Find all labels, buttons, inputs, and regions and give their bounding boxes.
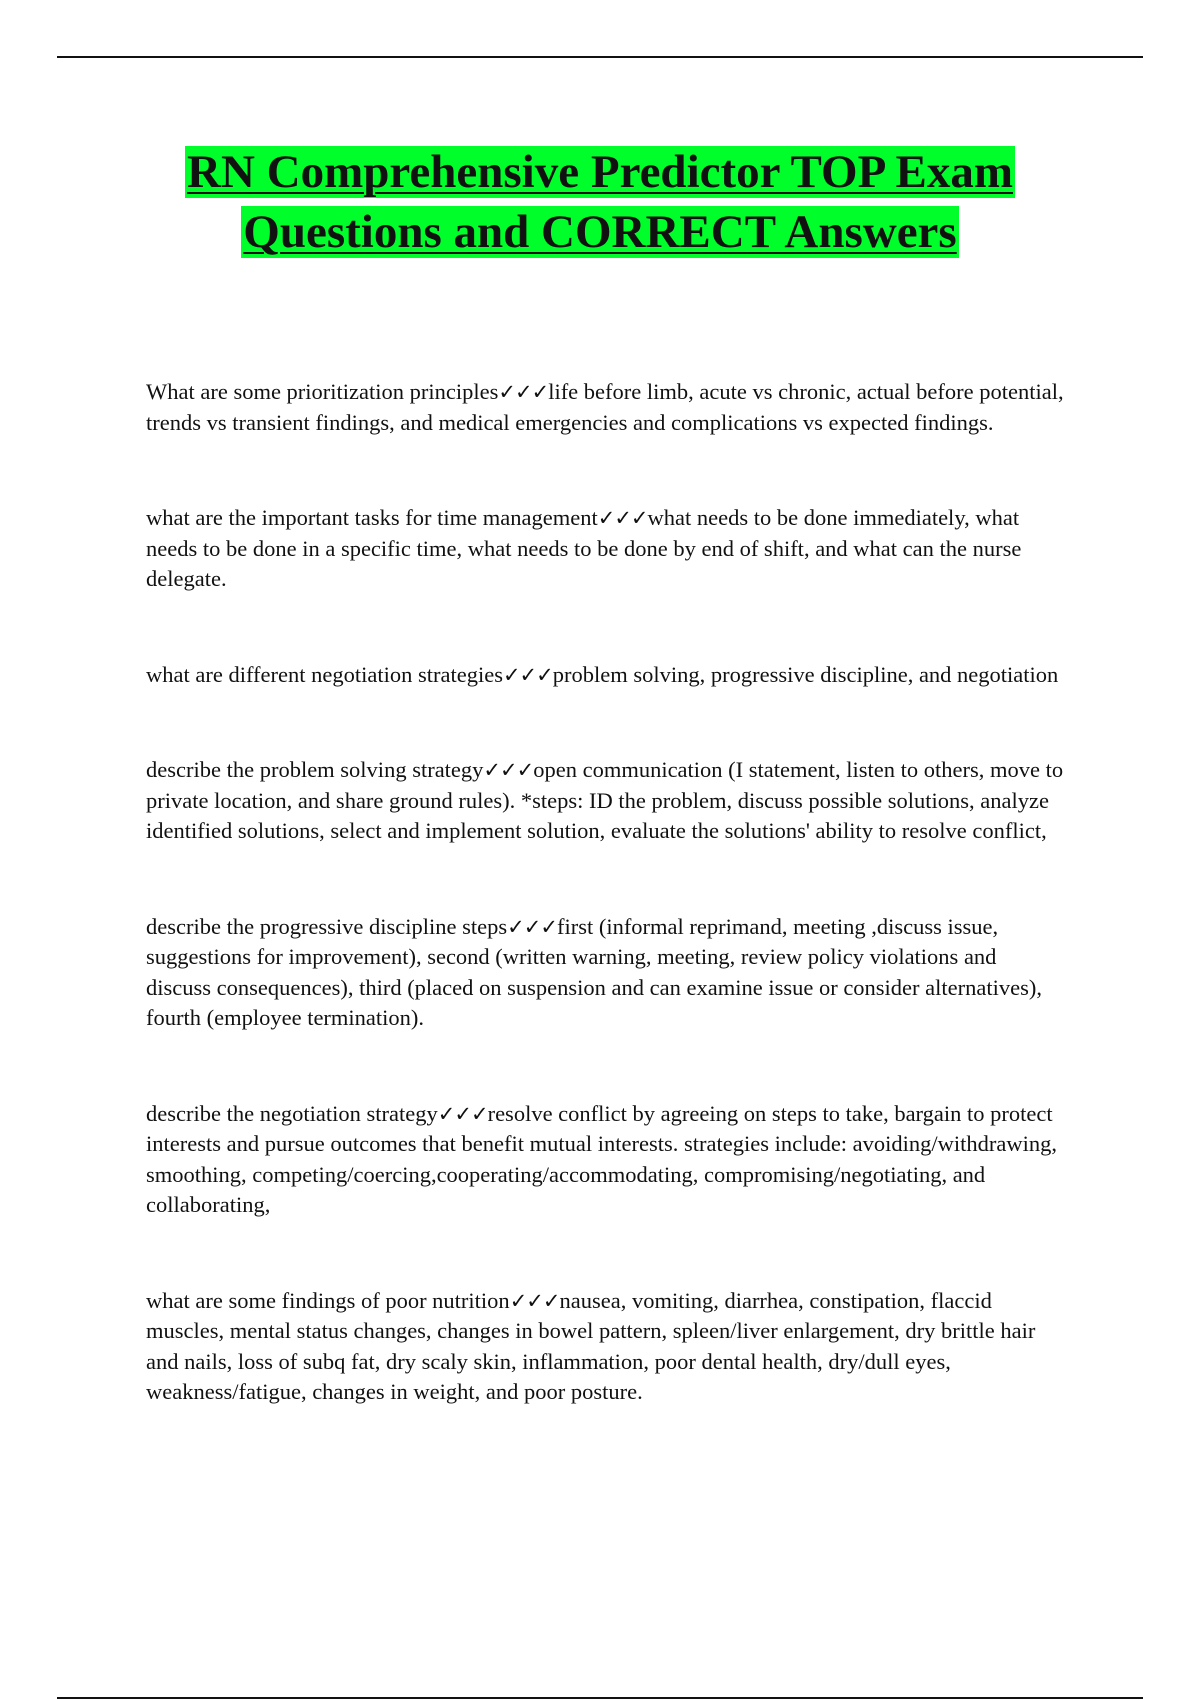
qa-item bbox=[146, 660, 1066, 691]
qa-item bbox=[146, 755, 1066, 847]
answer-checkmarks: ✓✓✓ bbox=[498, 380, 549, 404]
answer-text: nausea, vomiting, diarrhea, constipation, flaccid muscles, mental status changes, changes in bowel pattern, spleen/liver enlargement, dry brittle hair and nails, loss of subq fat, dry scaly skin, inflammation, poor dental health, dry/dull eyes, weakness/fatigue, changes in weight, and poor posture. bbox=[146, 1287, 1036, 1404]
title-line-2: Questions and CORRECT Answers bbox=[243, 206, 957, 258]
qa-item bbox=[146, 912, 1066, 1034]
question-text: what are different negotiation strategies bbox=[146, 661, 503, 687]
answer-text: life before limb, acute vs chronic, actual before potential, trends vs transient findings, and medical emergencies and complications vs expected findings. bbox=[146, 379, 1064, 435]
qa-item bbox=[146, 1099, 1066, 1221]
answer-checkmarks: ✓✓✓ bbox=[502, 662, 553, 687]
question-text: what are some findings of poor nutrition bbox=[146, 1287, 510, 1313]
question-text: describe the progressive discipline steps bbox=[146, 913, 508, 939]
answer-text: resolve conflict by agreeing on steps to take, bargain to protect interests and pursue outcomes that benefit mutual interests. strategies include: avoiding/withdrawing, smoothing, competing/coercing,cooperating/accommodating, compromising/negotiating, and collaborating, bbox=[146, 1100, 1058, 1217]
answer-text: open communication (I statement, listen to others, move to private location, and share ground rules). *steps: ID the problem, discuss possible solutions, analyze identified solutions, select and implement solution, evaluate the solutions' ability to resolve conflict, bbox=[146, 757, 1064, 843]
qa-list bbox=[146, 377, 1066, 1408]
bottom-divider bbox=[57, 1697, 1143, 1699]
answer-text: what needs to be done immediately, what needs to be done in a specific time, what needs to be done by end of shift, and what can the nurse delegate. bbox=[146, 505, 1022, 591]
title-line-1: RN Comprehensive Predictor TOP Exam bbox=[187, 146, 1013, 198]
qa-item bbox=[146, 503, 1066, 595]
answer-checkmarks: ✓✓✓ bbox=[509, 1288, 560, 1313]
answer-checkmarks: ✓✓✓ bbox=[483, 758, 534, 782]
answer-checkmarks: ✓✓✓ bbox=[507, 914, 557, 939]
qa-item bbox=[146, 377, 1066, 438]
question-text: what are the important tasks for time management bbox=[146, 505, 598, 530]
document-title bbox=[100, 142, 1100, 262]
answer-checkmarks: ✓✓✓ bbox=[597, 506, 648, 530]
question-text: describe the problem solving strategy bbox=[146, 757, 484, 782]
question-text: describe the negotiation strategy bbox=[146, 1100, 438, 1126]
answer-checkmarks: ✓✓✓ bbox=[437, 1101, 488, 1126]
top-divider bbox=[57, 56, 1143, 58]
answer-text: first (informal reprimand, meeting ,discuss issue, suggestions for improvement), second (written warning, meeting, review policy violations and discuss consequences), third (placed on suspension and can examine issue or consider alternatives), fourth (employee termination). bbox=[146, 913, 1042, 1030]
qa-item bbox=[146, 1286, 1066, 1408]
answer-text: problem solving, progressive discipline, and negotiation bbox=[552, 661, 1059, 687]
question-text: What are some prioritization principles bbox=[146, 379, 499, 404]
